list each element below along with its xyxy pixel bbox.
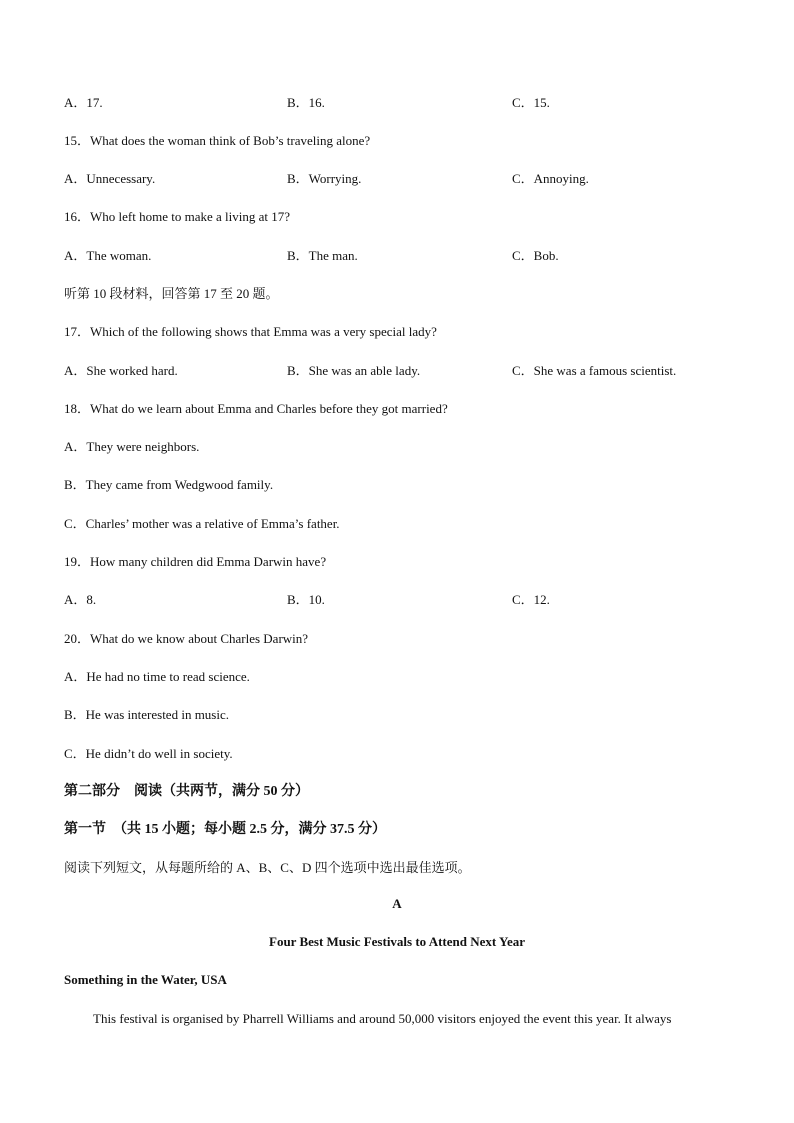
q16-option-c: C．Bob. xyxy=(512,248,559,263)
q18-option-a: A．They were neighbors. xyxy=(64,439,200,454)
q18-option-b: B．They came from Wedgwood family. xyxy=(64,477,274,492)
q19-question: 19．How many children did Emma Darwin have? xyxy=(64,554,327,569)
q19-option-b: B．10. xyxy=(287,592,325,607)
q15-option-a: A．Unnecessary. xyxy=(64,171,156,186)
q14-option-c: C．15. xyxy=(512,95,550,110)
q15-question: 15．What does the woman think of Bob’s traveling alone? xyxy=(64,133,371,148)
passage-title: Four Best Music Festivals to Attend Next Year xyxy=(269,934,525,949)
q20-option-a: A．He had no time to read science. xyxy=(64,669,250,684)
q17-option-b: B．She was an able lady. xyxy=(287,363,421,378)
q15-option-c: C．Annoying. xyxy=(512,171,589,186)
q14-option-a: A．17. xyxy=(64,95,103,110)
q20-option-b: B．He was interested in music. xyxy=(64,707,229,722)
q18-question: 18．What do we learn about Emma and Charles before they got married? xyxy=(64,401,448,416)
passage-subheading: Something in the Water, USA xyxy=(64,972,227,987)
passage-label: A xyxy=(392,896,402,911)
q16-question: 16．Who left home to make a living at 17? xyxy=(64,209,290,224)
q15-option-b: B．Worrying. xyxy=(287,171,362,186)
q16-option-b: B．The man. xyxy=(287,248,358,263)
q14-option-b: B．16. xyxy=(287,95,325,110)
passage-first-line: This festival is organised by Pharrell Williams and around 50,000 visitors enjoyed the event this year. It always xyxy=(93,1011,672,1026)
section1-heading: 第一节 （共 15 小题；每小题 2.5 分，满分 37.5 分） xyxy=(64,822,386,837)
q17-question: 17．Which of the following shows that Emma was a very special lady? xyxy=(64,324,437,339)
q20-option-c: C．He didn’t do well in society. xyxy=(64,746,233,761)
listening-section-note: 听第 10 段材料，回答第 17 至 20 题。 xyxy=(64,286,279,301)
q19-option-c: C．12. xyxy=(512,592,550,607)
reading-instructions: 阅读下列短文，从每题所给的 A、B、C、D 四个选项中选出最佳选项。 xyxy=(64,860,471,875)
q18-option-c: C．Charles’ mother was a relative of Emma’s father. xyxy=(64,516,340,531)
q17-option-a: A．She worked hard. xyxy=(64,363,178,378)
q16-option-a: A．The woman. xyxy=(64,248,152,263)
part2-heading: 第二部分 阅读（共两节，满分 50 分） xyxy=(64,784,309,799)
q17-option-c: C．She was a famous scientist. xyxy=(512,363,677,378)
q19-option-a: A．8. xyxy=(64,592,97,607)
q20-question: 20．What do we know about Charles Darwin? xyxy=(64,631,309,646)
